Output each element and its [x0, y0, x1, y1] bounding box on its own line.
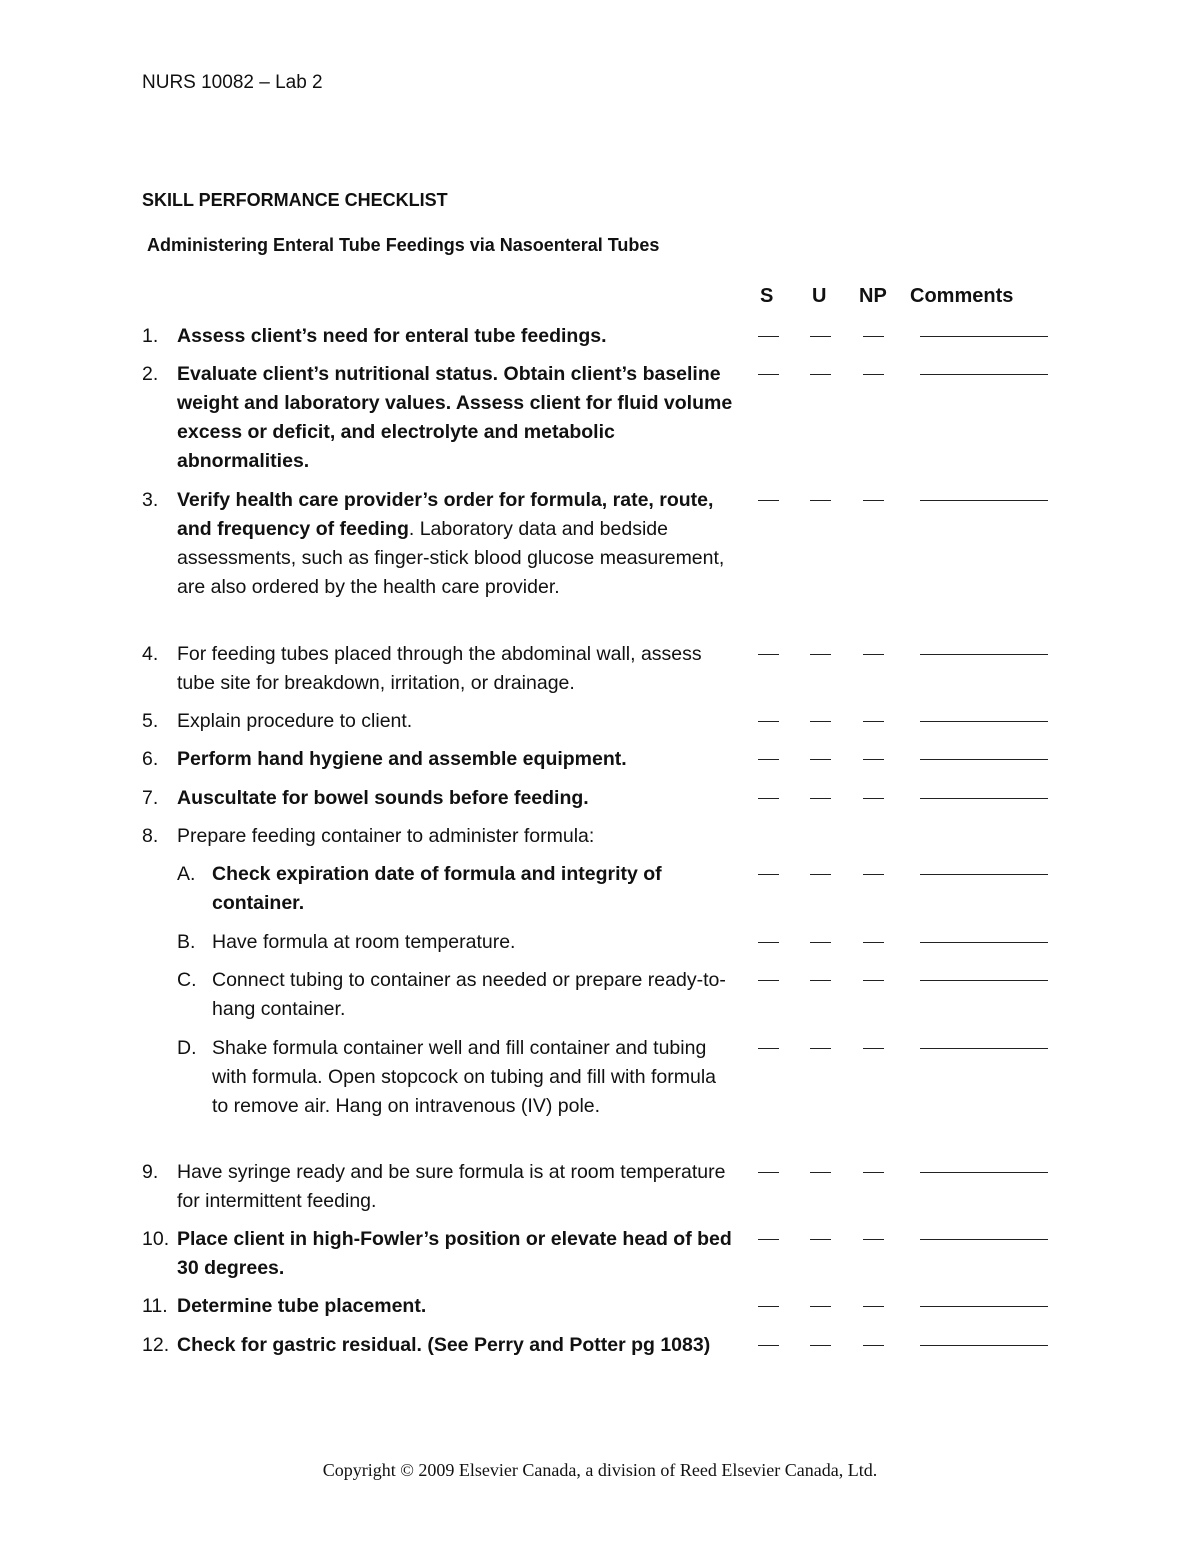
- step-number: 11.: [142, 1295, 168, 1317]
- rating-blanks: [142, 942, 1062, 946]
- blank-s[interactable]: [758, 1345, 779, 1346]
- blank-comments[interactable]: [920, 721, 1048, 722]
- blank-s[interactable]: [758, 1306, 779, 1307]
- blank-np[interactable]: [863, 1306, 884, 1307]
- blank-comments[interactable]: [920, 874, 1048, 875]
- blank-comments[interactable]: [920, 1306, 1048, 1307]
- step-text: [212, 966, 737, 1024]
- blank-u[interactable]: [810, 1306, 831, 1307]
- blank-comments[interactable]: [920, 500, 1048, 501]
- step-text-plain: Explain procedure to client.: [177, 710, 413, 732]
- blank-u[interactable]: [810, 1239, 831, 1240]
- blank-u[interactable]: [810, 1172, 831, 1173]
- column-header-np: NP: [859, 285, 887, 307]
- step-text-bold: Check for gastric residual. (See Perry and Potter pg 1083): [177, 1334, 711, 1356]
- blank-u[interactable]: [810, 759, 831, 760]
- step-text-bold: Check expiration date of formula and integrity of container.: [212, 863, 662, 914]
- step-text: [177, 1158, 737, 1216]
- blank-u[interactable]: [810, 874, 831, 875]
- blank-np[interactable]: [863, 1239, 884, 1240]
- step-number: 12.: [142, 1334, 170, 1356]
- blank-np[interactable]: [863, 500, 884, 501]
- rating-blanks: [142, 1172, 1062, 1176]
- step-text-plain: Connect tubing to container as needed or prepare ready-to-hang container.: [212, 969, 726, 1020]
- blank-u[interactable]: [810, 654, 831, 655]
- rating-blanks: [142, 500, 1062, 504]
- blank-np[interactable]: [863, 374, 884, 375]
- blank-u[interactable]: [810, 721, 831, 722]
- blank-comments[interactable]: [920, 374, 1048, 375]
- course-header: NURS 10082 – Lab 2: [142, 72, 323, 93]
- step-text: [177, 1225, 737, 1283]
- rating-blanks: [142, 759, 1062, 763]
- blank-np[interactable]: [863, 1345, 884, 1346]
- blank-comments[interactable]: [920, 1172, 1048, 1173]
- checklist-title: SKILL PERFORMANCE CHECKLIST: [142, 190, 448, 210]
- blank-s[interactable]: [758, 874, 779, 875]
- blank-np[interactable]: [863, 874, 884, 875]
- blank-np[interactable]: [863, 336, 884, 337]
- rating-blanks: [142, 721, 1062, 725]
- blank-u[interactable]: [810, 500, 831, 501]
- rating-blanks: [142, 1345, 1062, 1349]
- step-number: 2.: [142, 363, 159, 385]
- blank-s[interactable]: [758, 336, 779, 337]
- step-text: [177, 822, 737, 851]
- blank-comments[interactable]: [920, 798, 1048, 799]
- blank-s[interactable]: [758, 980, 779, 981]
- blank-u[interactable]: [810, 942, 831, 943]
- blank-u[interactable]: [810, 1345, 831, 1346]
- blank-s[interactable]: [758, 1172, 779, 1173]
- step-text: [212, 860, 737, 918]
- blank-comments[interactable]: [920, 1345, 1048, 1346]
- step-text-plain: Shake formula container well and fill container and tubing with formula. Open stopcock on tubing and fill with formula to remove air. Hang on intravenous (IV) pole.: [212, 1037, 717, 1117]
- step-number: B.: [177, 931, 196, 953]
- step-text-bold: Determine tube placement.: [177, 1295, 427, 1317]
- blank-s[interactable]: [758, 798, 779, 799]
- step-text-plain: For feeding tubes placed through the abdominal wall, assess tube site for breakdown, irritation, or drainage.: [177, 643, 702, 694]
- blank-s[interactable]: [758, 1048, 779, 1049]
- step-text: [177, 640, 737, 698]
- step-number: 10.: [142, 1228, 170, 1250]
- rating-blanks: [142, 1048, 1062, 1052]
- column-header-u: U: [812, 285, 827, 307]
- step-number: A.: [177, 863, 196, 885]
- step-number: 9.: [142, 1161, 159, 1183]
- step-number: 4.: [142, 643, 159, 665]
- blank-s[interactable]: [758, 942, 779, 943]
- step-text-bold: Auscultate for bowel sounds before feeding.: [177, 787, 589, 809]
- blank-comments[interactable]: [920, 1239, 1048, 1240]
- checklist-subtitle: Administering Enteral Tube Feedings via Nasoenteral Tubes: [147, 235, 660, 255]
- step-text-bold: Evaluate client’s nutritional status. Obtain client’s baseline weight and laboratory values. Assess client for fluid volume excess or deficit, and electrolyte and metabolic abnormalities.: [177, 363, 733, 472]
- blank-s[interactable]: [758, 721, 779, 722]
- column-header-comments: Comments: [910, 285, 1014, 307]
- blank-comments[interactable]: [920, 980, 1048, 981]
- column-header-s: S: [760, 285, 774, 307]
- step-text-bold: Assess client’s need for enteral tube feedings.: [177, 325, 607, 347]
- blank-comments[interactable]: [920, 336, 1048, 337]
- step-number: D.: [177, 1037, 197, 1059]
- blank-comments[interactable]: [920, 1048, 1048, 1049]
- blank-u[interactable]: [810, 798, 831, 799]
- step-number: 8.: [142, 825, 159, 847]
- blank-u[interactable]: [810, 374, 831, 375]
- step-text-plain: Have syringe ready and be sure formula is at room temperature for intermittent feeding.: [177, 1161, 726, 1212]
- rating-blanks: [142, 374, 1062, 378]
- blank-np[interactable]: [863, 942, 884, 943]
- blank-np[interactable]: [863, 721, 884, 722]
- blank-s[interactable]: [758, 1239, 779, 1240]
- blank-np[interactable]: [863, 798, 884, 799]
- step-number: 7.: [142, 787, 159, 809]
- blank-np[interactable]: [863, 1048, 884, 1049]
- rating-blanks: [142, 874, 1062, 878]
- step-text-plain: . Laboratory data and bedside assessments, such as finger-stick blood glucose measurement, are also ordered by the health care provider.: [177, 518, 725, 598]
- blank-s[interactable]: [758, 654, 779, 655]
- step-number: C.: [177, 969, 197, 991]
- step-text-bold: Perform hand hygiene and assemble equipment.: [177, 748, 627, 770]
- rating-blanks: [142, 336, 1062, 340]
- rating-blanks: [142, 1239, 1062, 1243]
- blank-np[interactable]: [863, 980, 884, 981]
- blank-s[interactable]: [758, 759, 779, 760]
- step-text-plain: Have formula at room temperature.: [212, 931, 516, 953]
- blank-np[interactable]: [863, 654, 884, 655]
- blank-np[interactable]: [863, 1172, 884, 1173]
- blank-s[interactable]: [758, 500, 779, 501]
- rating-blanks: [142, 798, 1062, 802]
- blank-comments[interactable]: [920, 759, 1048, 760]
- step-text-bold: Verify health care provider’s order for formula, rate, route, and frequency of feeding: [177, 489, 714, 540]
- column-headers: [0, 285, 1200, 313]
- rating-blanks: [142, 654, 1062, 658]
- blank-np[interactable]: [863, 759, 884, 760]
- blank-comments[interactable]: [920, 942, 1048, 943]
- step-number: 3.: [142, 489, 159, 511]
- blank-s[interactable]: [758, 374, 779, 375]
- step-text-plain: Prepare feeding container to administer formula:: [177, 825, 595, 847]
- step-text-bold: Place client in high-Fowler’s position or elevate head of bed 30 degrees.: [177, 1228, 732, 1279]
- blank-u[interactable]: [810, 980, 831, 981]
- step-number: 5.: [142, 710, 159, 732]
- step-number: 1.: [142, 325, 159, 347]
- step-number: 6.: [142, 748, 159, 770]
- rating-blanks: [142, 1306, 1062, 1310]
- blank-comments[interactable]: [920, 654, 1048, 655]
- blank-u[interactable]: [810, 336, 831, 337]
- blank-u[interactable]: [810, 1048, 831, 1049]
- copyright-footer: Copyright © 2009 Elsevier Canada, a division of Reed Elsevier Canada, Ltd.: [322, 1460, 878, 1480]
- rating-blanks: [142, 980, 1062, 984]
